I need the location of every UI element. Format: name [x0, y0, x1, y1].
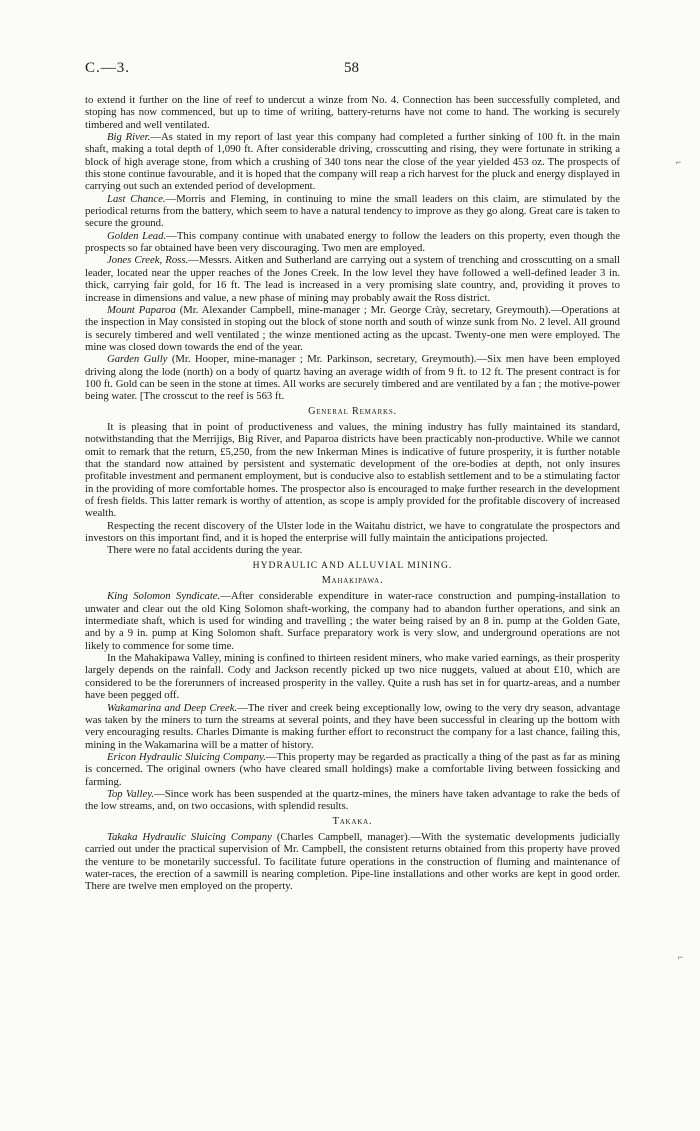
paragraph-lead: Takaka Hydraulic Sluicing Company	[107, 830, 272, 843]
paragraph	[85, 520, 620, 545]
paragraph	[85, 304, 620, 353]
paragraph	[85, 544, 620, 556]
paragraph-text: —Since work has been suspended at the quartz-mines, the miners have taken advantage to rake the beds of the low streams, and, on two occasions, with splendid results.	[85, 787, 620, 813]
paragraph-text: —Morris and Fleming, in continuing to mine the small leaders on this claim, are stimulated by the periodical returns from the battery, which seem to have a natural tendency to improve as they go along. Great care is taken to secure the ground.	[85, 192, 620, 230]
section-heading: HYDRAULIC AND ALLUVIAL MINING.	[252, 559, 453, 571]
paragraph-text: to extend it further on the line of reef to undercut a winze from No. 4. Connection has been successfully completed, and stoping has now commenced, but up to time of writing, battery-returns have not come to hand. The working is securely timbered and well ventilated.	[85, 94, 620, 131]
section-heading: General Remarks.	[308, 405, 397, 417]
paragraph	[85, 652, 620, 701]
paragraph-lead: Last Chance.	[107, 192, 166, 205]
paragraph-lead: King Solomon Syndicate.	[107, 590, 221, 603]
paragraph-text: There were no fatal accidents during the year.	[107, 544, 303, 557]
paragraph-lead: Big River.	[107, 131, 151, 144]
paragraph	[85, 353, 620, 402]
paragraph	[85, 702, 620, 751]
paragraph-text: —As stated in my report of last year this company had completed a further sinking of 100 ft. in the main shaft, making a total depth of 1,090 ft. After considerable driving, crosscutting and rising, they were fortunate in striking a block of high average stone, from which a crushing of 340 tons near the close of the year yielded 453 oz. The prospects of this stone continue favourable, and it is hoped that the company will reap a rich harvest for the pluck and energy displayed in carrying out such an extended period of development.	[85, 131, 620, 193]
paragraph-text: Respecting the recent discovery of the Ulster lode in the Waitahu district, we have to congratulate the prospectors and investors on this important find, and it is hoped the enterprise will fully maintain the anticipations projected.	[85, 519, 620, 545]
paragraph	[85, 131, 620, 193]
paragraph	[85, 193, 620, 230]
paragraph-text: (Charles Campbell, manager).—With the systematic developments judicially carried out under the practical supervision of Mr. Campbell, the consistent returns obtained from this property have proved the venture to be monetarily successful. To facilitate future operations in the construction of fluming and maintenance of water-races, the erection of a sawmill is nearing completion. Pipe-line installations and other works are kept in good order. There are twelve men employed on the property.	[85, 830, 620, 893]
paragraph-text: (Mr. Hooper, mine-manager ; Mr. Parkinson, secretary, Greymouth).—Six men have been employed driving along the lode (north) on a body of quartz having an average width of from 9 ft. to 12 ft. The present contract is for 100 ft. Gold can be seen in the stone at times. All works are securely timbered and are ventilated by a fan ; the motive-power being water. [The crosscut to the reef is 563 ft.	[85, 353, 620, 403]
section-heading: Mahakipawa.	[321, 575, 384, 587]
document-reference: C.—3.	[85, 60, 131, 76]
paragraph	[85, 421, 620, 520]
paragraph-text: —This company continue with unabated energy to follow the leaders on this property, even though the prospects so far obtained have been very discouraging. Two men are employed.	[85, 229, 620, 255]
paragraph	[85, 590, 620, 652]
paragraph	[85, 751, 620, 788]
paragraph-lead: Jones Creek, Ross.	[107, 254, 189, 267]
paragraph	[85, 94, 620, 131]
paragraph-lead: Mount Paparoa	[107, 303, 176, 316]
paragraph-lead: Ericon Hydraulic Sluicing Company.	[107, 750, 266, 763]
document-page	[85, 60, 620, 893]
page-header	[85, 60, 620, 94]
paragraph	[85, 230, 620, 255]
paragraph-lead: Garden Gully	[107, 353, 168, 366]
paragraph-lead: Golden Lead.	[107, 229, 167, 242]
paragraph-text: —This property may be regarded as practically a thing of the past as far as mining is concerned. The original owners (who have cleared small holdings) make a comfortable living between fossicking and farming.	[85, 750, 620, 788]
paragraph-text: It is pleasing that in point of productiveness and values, the mining industry has fully maintained its standard, notwithstanding that the Merrijigs, Big River, and Paparoa districts have been practicably non-productive. While we cannot omit to remark that the return, £5,250, from the new Inkerman Mines is indicative of future prosperity, it is further notable that the standard now attained by persistent and systematic development of the ore-bodies at depth, not only insures profitable investment and permanent employment, but is conducive also to establish settlement and to be a stimulating factor in the providing of more comfortable homes. The prospector also is encouraged to maķe further research in the development of fresh fields. This latter remark is worthy of attention, as scope is amply provided for the profitable discovery of increased wealth.	[85, 420, 620, 520]
paragraph-text: (Mr. Alexander Campbell, mine-manager ; Mr. George Crày, secretary, Greymouth).—Operations at the inspection in May consisted in stoping out the block of stone north and south of winze sunk from No. 2 level. All ground is securely timbered and well ventilated ; the winze mentioned acting as the upcast. Twenty-one men were employed. The mine was closed down towards the end of the year.	[85, 303, 621, 353]
paragraph-text: —Messrs. Aitken and Sutherland are carrying out a system of trenching and crosscutting on a small leader, located near the upper reaches of the Jones Creek. In the low level they have followed a well-defined leader 3 in. thick, carrying fair gold, for 16 ft. The lead is increased in a very promising slate country, and, providing it proves to increase in dimensions and value, a new phase of mining may probably await the Ross district.	[85, 254, 620, 304]
page-number: 58	[344, 60, 359, 76]
paragraph-lead: Top Valley.	[107, 787, 155, 800]
paragraph-lead: Wakamarina and Deep Creek.	[107, 701, 238, 714]
paragraph	[85, 254, 620, 303]
paragraph-text: —After considerable expenditure in water-race construction and pumping-installation to unwater and clear out the old King Solomon shaft-working, the company had to abandon further operations, and sink an intermediate shaft, which is used for winding and travelling ; the water being raised by an 8 in. pump at the Golden Gate, and by a 9 in. pump at King Solomon shaft. Surface preparatory work is very slow, and underground operations are not likely to commence for some time.	[85, 590, 620, 652]
margin-mark: ⌐	[676, 157, 682, 167]
document-body	[85, 94, 620, 893]
margin-mark: ⌐	[678, 952, 684, 962]
paragraph-text: In the Mahakipawa Valley, mining is confined to thirteen resident miners, who make varied earnings, as their prosperity largely depends on the rainfall. Cody and Jackson recently picked up two nice nuggets, valued at about £10, which are considered to be the forerunners of increased prosperity in the valley. Quite a rush has set in for quartz-areas, and a number have been pegged off.	[85, 652, 620, 702]
paragraph	[85, 788, 620, 813]
paragraph-text: —The river and creek being exceptionally low, owing to the very dry season, advantage was taken by the miners to turn the streams at several points, and they have been successful in clearing up the bottom with very encouraging results. Charles Dimante is making further effort to reconstruct the company for a last chance, failing this, mining in the Wakamarina will be a matter of history.	[85, 701, 620, 751]
paragraph	[85, 831, 620, 893]
section-heading: Takaka.	[332, 815, 373, 827]
